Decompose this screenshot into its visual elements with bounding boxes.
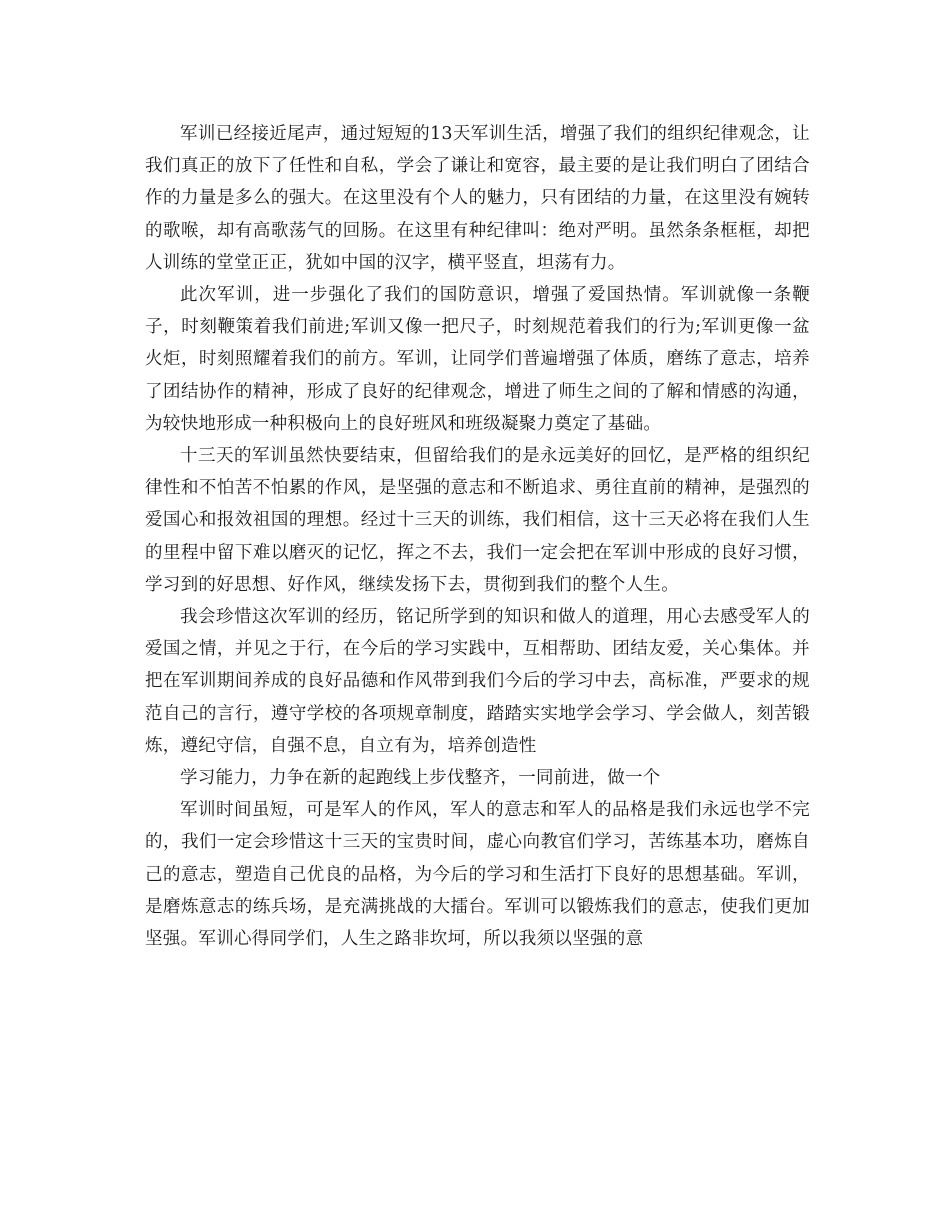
paragraph-6: 军训时间虽短，可是军人的作风，军人的意志和军人的品格是我们永远也学不完的，我们一定会珍惜这十三天的宝贵时间，虚心向教官们学习，苦练基本功，磨炼自己的意志，塑造自己优良的品格，为今后的学习和生活打下良好的思想基础。军训，是磨炼意志的练兵场，是充满挑战的大擂台。军训可以锻炼我们的意志，使我们更加坚强。军训心得同学们，人生之路非坎坷，所以我须以坚强的意 <box>145 800 810 950</box>
paragraph-1: 军训已经接近尾声，通过短短的13天军训生活，增强了我们的组织纪律观念，让我们真正的放下了任性和自私，学会了谦让和宽容，最主要的是让我们明白了团结合作的力量是多么的强大。在这里没有个人的魅力，只有团结的力量，在这里没有婉转的歌喉，却有高歌荡气的回肠。在这里有种纪律叫：绝对严明。虽然条条框框，却把人训练的堂堂正正，犹如中国的汉字，横平竖直，坦荡有力。 <box>145 124 810 273</box>
paragraph-4: 我会珍惜这次军训的经历，铭记所学到的知识和做人的道理，用心去感受军人的爱国之情，并见之于行，在今后的学习实践中，互相帮助、团结友爱，关心集体。并把在军训期间养成的良好品德和作风带到我们今后的学习中去，高标准，严要求的规范自己的言行，遵守学校的各项规章制度，踏踏实实地学会学习、学会做人，刻苦锻炼，遵纪守信，自强不息，自立有为，培养创造性 <box>145 607 810 756</box>
paragraph-2: 此次军训，进一步强化了我们的国防意识，增强了爱国热情。军训就像一条鞭子，时刻鞭策着我们前进;军训又像一把尺子，时刻规范着我们的行为;军训更像一盆火炬，时刻照耀着我们的前方。军训，让同学们普遍增强了体质，磨练了意志，培养了团结协作的精神，形成了良好的纪律观念，增进了师生之间的了解和情感的沟通，为较快地形成一种积极向上的良好班风和班级凝聚力奠定了基础。 <box>145 285 810 434</box>
paragraph-3: 十三天的军训虽然快要结束，但留给我们的是永远美好的回忆，是严格的组织纪律性和不怕苦不怕累的作风，是坚强的意志和不断追求、勇往直前的精神，是强烈的爱国心和报效祖国的理想。经过十三天的训练，我们相信，这十三天必将在我们人生的里程中留下难以磨灭的记忆，挥之不去，我们一定会把在军训中形成的良好习惯，学习到的好思想、好作风，继续发扬下去，贯彻到我们的整个人生。 <box>145 446 810 595</box>
paragraph-5: 学习能力，力争在新的起跑线上步伐整齐，一同前进，做一个 <box>180 768 661 789</box>
document-body <box>145 118 810 955</box>
